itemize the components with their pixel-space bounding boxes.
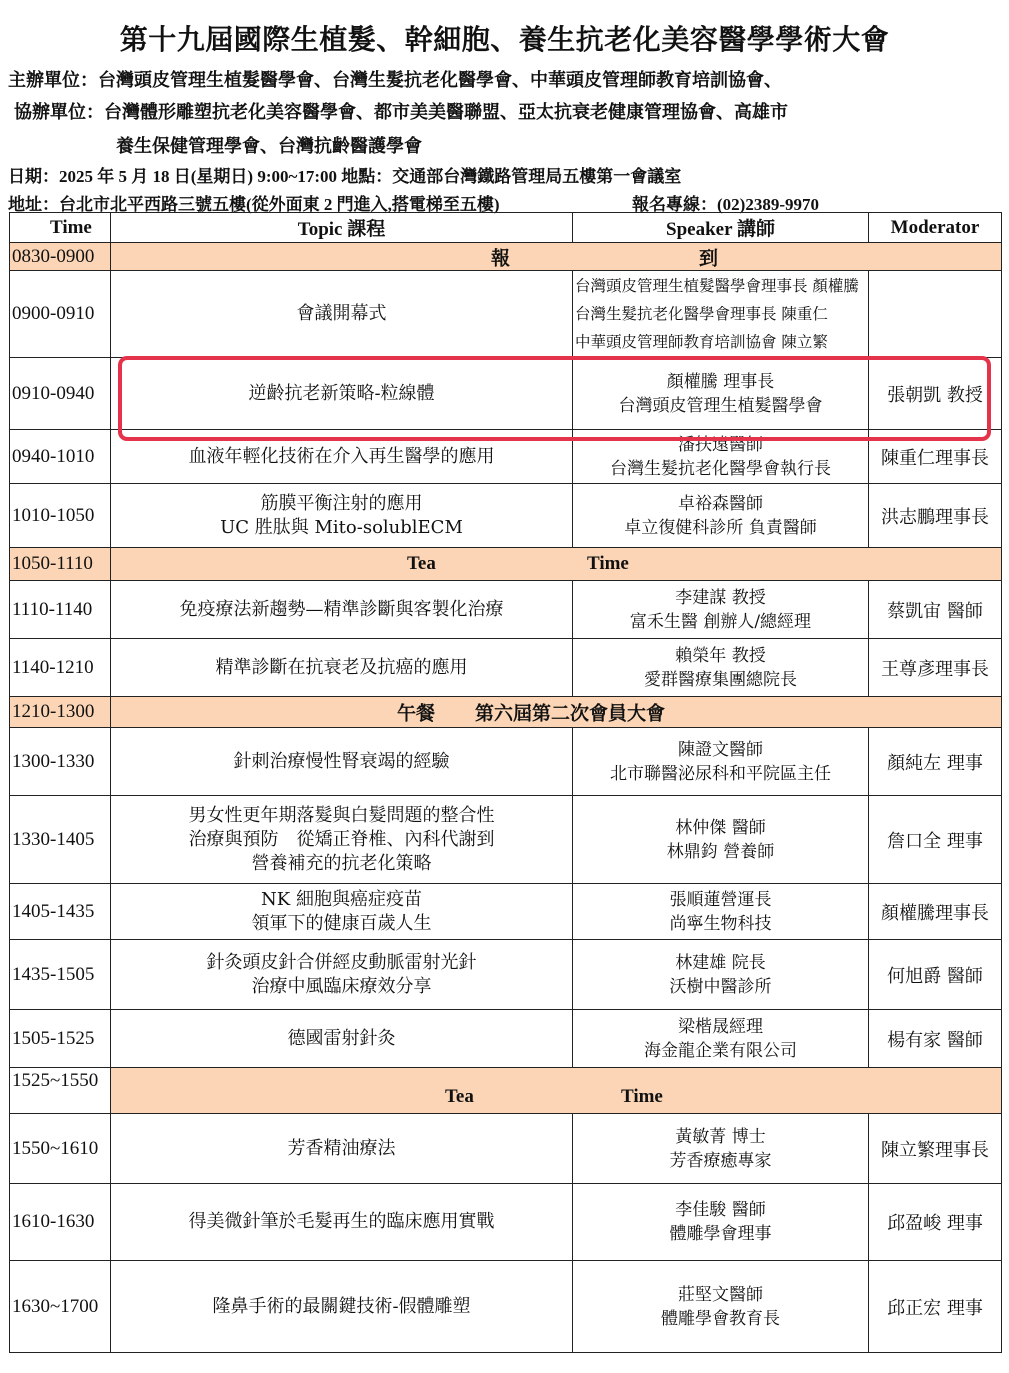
speaker-cell — [573, 1114, 869, 1184]
topic-cell — [111, 796, 573, 884]
break-label-part-2: 到 — [699, 248, 719, 269]
topic-line: 男女性更年期落髮與白髮問題的整合性 — [188, 804, 495, 826]
speaker-line: 台灣生髮抗老化醫學會理事長 陳重仁 — [575, 305, 828, 323]
topic-line: 筋膜平衡注射的應用 — [260, 492, 423, 514]
time-cell: 0900-0910 — [10, 271, 111, 358]
topic-cell — [111, 940, 573, 1010]
break-label-part-2: Time — [587, 553, 629, 574]
break-label — [111, 548, 1002, 581]
column-header-topic: Topic 課程 — [111, 213, 573, 243]
table-row — [10, 271, 1002, 358]
moderator-cell: 詹口全 理事 — [869, 796, 1002, 884]
table-row — [10, 1184, 1002, 1261]
speaker-cell — [573, 728, 869, 796]
moderator-cell: 蔡凱宙 醫師 — [869, 581, 1002, 639]
time-cell: 1405-1435 — [10, 884, 111, 940]
topic-cell — [111, 1261, 573, 1353]
moderator-cell: 顏純左 理事 — [869, 728, 1002, 796]
organizer-line: 主辦單位：台灣頭皮管理生植髮醫學會、台灣生髮抗老化醫學會、中華頭皮管理師教育培訓協會、 — [8, 70, 782, 90]
speaker-line: 李佳駿 醫師 — [675, 1200, 766, 1220]
topic-line: 針灸頭皮針合併經皮動脈雷射光針 — [206, 951, 477, 973]
address-line: 地址：台北市北平西路三號五樓(從外面東 2 門進入,搭電梯至五樓) — [8, 195, 500, 214]
speaker-line: 林仲傑 醫師 — [675, 817, 766, 838]
schedule-table — [9, 212, 1002, 1353]
moderator-cell: 何旭爵 醫師 — [869, 940, 1002, 1010]
topic-cell — [111, 358, 573, 430]
table-row — [10, 1010, 1002, 1068]
date-venue-line: 日期：2025 年 5 月 18 日(星期日) 9:00~17:00 地點：交通部台灣鐵路管理局五樓第一會議室 — [8, 167, 682, 186]
speaker-line: 富禾生醫 創辦人/總經理 — [629, 611, 812, 632]
break-row — [10, 243, 1002, 271]
speaker-cell — [573, 484, 869, 548]
table-row — [10, 884, 1002, 940]
break-label — [111, 243, 1002, 271]
topic-cell — [111, 728, 573, 796]
topic-line: 隆鼻手術的最關鍵技術-假體雕塑 — [212, 1295, 471, 1317]
time-cell: 1050-1110 — [10, 548, 111, 581]
time-cell: 1550~1610 — [10, 1114, 111, 1184]
topic-line: 精準診斷在抗衰老及抗癌的應用 — [215, 656, 468, 678]
topic-line: 血液年輕化技術在介入再生醫學的應用 — [188, 445, 495, 467]
topic-line: 針刺治療慢性腎衰竭的經驗 — [233, 750, 450, 772]
speaker-cell — [573, 1261, 869, 1353]
time-cell: 0910-0940 — [10, 358, 111, 430]
topic-line: 逆齡抗老新策略-粒線體 — [248, 382, 435, 404]
moderator-cell: 陳重仁理事長 — [869, 430, 1002, 484]
time-cell: 1300-1330 — [10, 728, 111, 796]
break-label-part-1: 報 — [491, 248, 511, 269]
moderator-cell: 邱盈峻 理事 — [869, 1184, 1002, 1261]
topic-line: 德國雷射針灸 — [287, 1027, 396, 1049]
co-organizer-line-1: 協辦單位：台灣體形雕塑抗老化美容醫學會、都市美美醫聯盟、亞太抗衰老健康管理協會、高雄市 — [14, 102, 788, 122]
break-row — [10, 697, 1002, 728]
column-header-speaker: Speaker 講師 — [573, 213, 869, 243]
topic-line: 營養補充的抗老化策略 — [251, 852, 432, 874]
topic-cell — [111, 1184, 573, 1261]
speaker-line: 林鼎鈞 營養師 — [666, 841, 775, 862]
topic-line: 免疫療法新趨勢—精準診斷與客製化治療 — [179, 598, 504, 620]
speaker-line: 卓立復健科診所 負責醫師 — [624, 517, 817, 538]
topic-line: 會議開幕式 — [296, 303, 387, 324]
topic-cell — [111, 1114, 573, 1184]
topic-line: 得美微針筆於毛髮再生的臨床應用實戰 — [188, 1211, 495, 1232]
speaker-line: 賴榮年 教授 — [675, 645, 766, 666]
time-cell: 1505-1525 — [10, 1010, 111, 1068]
time-cell: 1435-1505 — [10, 940, 111, 1010]
speaker-cell — [573, 358, 869, 430]
table-row — [10, 728, 1002, 796]
page-title: 第十九屆國際生植髮、幹細胞、養生抗老化美容醫學學術大會 — [119, 25, 890, 56]
speaker-line: 台灣生髮抗老化醫學會執行長 — [610, 458, 831, 479]
moderator-cell: 邱正宏 理事 — [869, 1261, 1002, 1353]
break-label — [111, 697, 1002, 728]
topic-cell — [111, 639, 573, 697]
break-label-part-1: 午餐 — [397, 703, 436, 725]
table-row — [10, 430, 1002, 484]
speaker-cell — [573, 940, 869, 1010]
moderator-cell: 洪志鵬理事長 — [869, 484, 1002, 548]
topic-cell — [111, 884, 573, 940]
registration-hotline: 報名專線：(02)2389-9970 — [632, 195, 819, 214]
time-cell: 1110-1140 — [10, 581, 111, 639]
topic-cell — [111, 271, 573, 358]
speaker-line: 梁楷晟經理 — [678, 1016, 763, 1037]
speaker-cell — [573, 1010, 869, 1068]
speaker-line: 中華頭皮管理師教育培訓協會 陳立繁 — [575, 333, 828, 351]
speaker-line: 林建雄 院長 — [675, 952, 766, 973]
break-row — [10, 548, 1002, 581]
speaker-line: 尚寧生物科技 — [669, 913, 772, 934]
speaker-line: 莊堅文醫師 — [678, 1284, 763, 1305]
moderator-cell: 張朝凱 教授 — [869, 358, 1002, 430]
break-label-part-2: 第六屆第二次會員大會 — [475, 703, 666, 725]
time-cell: 0940-1010 — [10, 430, 111, 484]
break-label-part-1: Tea — [445, 1085, 474, 1107]
speaker-line: 沃樹中醫診所 — [669, 976, 772, 997]
column-header-moderator: Moderator — [869, 213, 1002, 243]
topic-line: 治療與預防 從矯正脊椎、內科代謝到 — [188, 828, 495, 850]
time-cell: 1630~1700 — [10, 1261, 111, 1353]
table-row — [10, 358, 1002, 430]
time-cell: 0830-0900 — [10, 243, 111, 271]
topic-line: 芳香精油療法 — [287, 1137, 396, 1159]
break-label-part-1: Tea — [407, 553, 436, 574]
topic-cell — [111, 1010, 573, 1068]
speaker-line: 台灣頭皮管理生植髮醫學會 — [618, 395, 823, 416]
topic-line: 治療中風臨床療效分享 — [251, 975, 432, 997]
speaker-cell — [573, 1184, 869, 1261]
speaker-cell — [573, 639, 869, 697]
speaker-line: 體雕學會教育長 — [661, 1308, 780, 1329]
speaker-cell — [573, 796, 869, 884]
time-cell: 1210-1300 — [10, 697, 111, 728]
topic-cell — [111, 430, 573, 484]
time-cell: 1610-1630 — [10, 1184, 111, 1261]
moderator-cell: 王尊彥理事長 — [869, 639, 1002, 697]
moderator-cell — [869, 271, 1002, 358]
speaker-line: 張順蓮營運長 — [669, 889, 772, 910]
time-cell: 1140-1210 — [10, 639, 111, 697]
speaker-line: 陳證文醫師 — [678, 739, 763, 760]
table-header-row — [10, 213, 1002, 243]
speaker-line: 李建謀 教授 — [675, 587, 766, 608]
column-header-time: Time — [10, 213, 111, 243]
table-row — [10, 1114, 1002, 1184]
time-cell: 1525~1550 — [10, 1068, 111, 1114]
speaker-line: 顏權騰 理事長 — [666, 371, 775, 392]
speaker-line: 台灣頭皮管理生植髮醫學會理事長 顏權騰 — [575, 277, 859, 295]
moderator-cell: 陳立繁理事長 — [869, 1114, 1002, 1184]
time-cell: 1330-1405 — [10, 796, 111, 884]
table-row — [10, 940, 1002, 1010]
co-organizer-line-2: 養生保健管理學會、台灣抗齡醫護學會 — [116, 136, 422, 156]
topic-line: NK 細胞與癌症疫苗 — [261, 888, 422, 910]
speaker-cell — [573, 581, 869, 639]
topic-line: 領軍下的健康百歲人生 — [251, 912, 432, 934]
topic-cell — [111, 581, 573, 639]
table-row — [10, 1261, 1002, 1353]
speaker-cell — [573, 884, 869, 940]
speaker-line: 海金龍企業有限公司 — [644, 1040, 797, 1061]
break-label — [111, 1068, 1002, 1114]
speaker-line: 北市聯醫泌尿科和平院區主任 — [610, 763, 831, 784]
table-row — [10, 581, 1002, 639]
speaker-line: 芳香療癒專家 — [669, 1150, 772, 1171]
speaker-line: 愛群醫療集團總院長 — [644, 669, 797, 690]
speaker-line: 潘扶遠醫師 — [678, 434, 763, 455]
topic-cell — [111, 484, 573, 548]
speaker-line: 卓裕森醫師 — [678, 493, 763, 514]
speaker-line: 體雕學會理事 — [669, 1224, 772, 1244]
topic-line: UC 胜肽與 Mito-solublECM — [220, 516, 463, 538]
time-cell: 1010-1050 — [10, 484, 111, 548]
moderator-cell: 楊有家 醫師 — [869, 1010, 1002, 1068]
speaker-line: 黃敏菁 博士 — [675, 1126, 766, 1147]
break-row — [10, 1068, 1002, 1114]
moderator-cell: 顏權騰理事長 — [869, 884, 1002, 940]
speaker-cell — [573, 430, 869, 484]
table-row — [10, 484, 1002, 548]
table-row — [10, 796, 1002, 884]
break-label-part-2: Time — [621, 1085, 663, 1107]
table-row — [10, 639, 1002, 697]
speaker-cell — [573, 271, 869, 358]
